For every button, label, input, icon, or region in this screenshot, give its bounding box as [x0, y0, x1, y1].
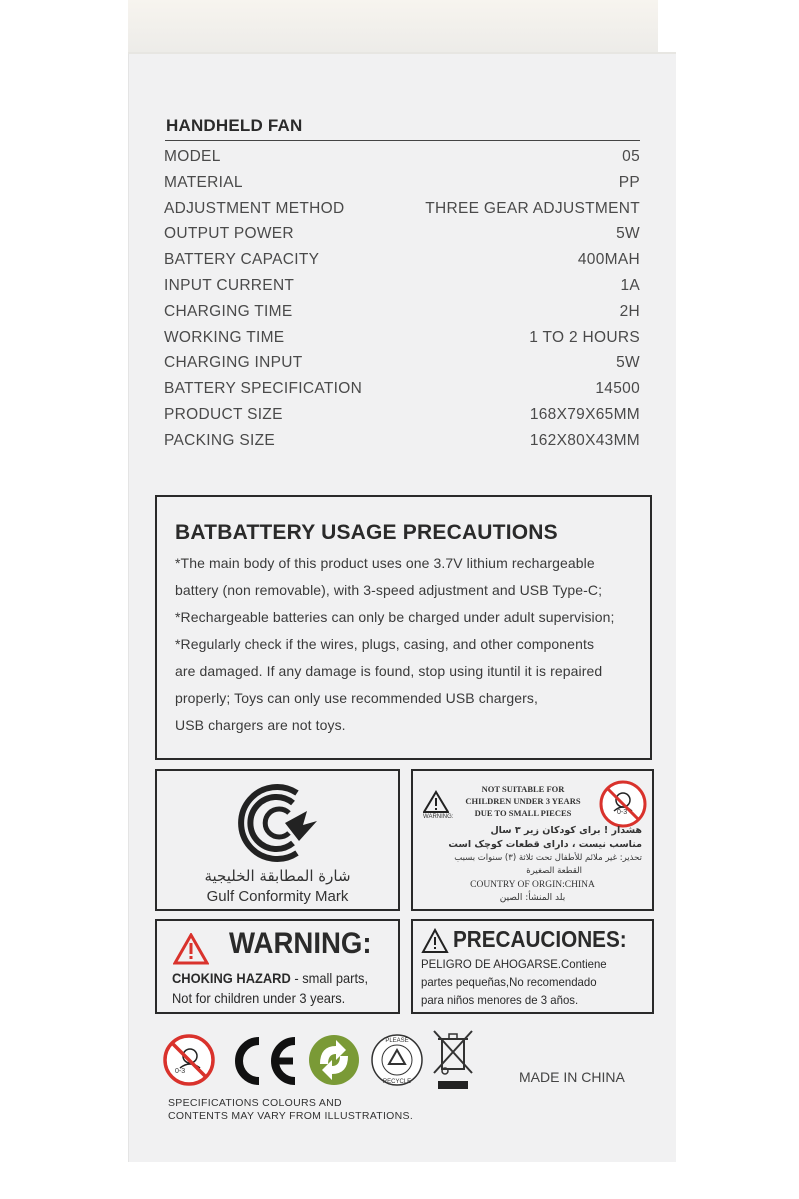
spec-title: HANDHELD FAN	[166, 116, 303, 135]
battery-precautions-panel	[155, 495, 652, 760]
spec-label: ADJUSTMENT METHOD	[164, 199, 345, 217]
weee-bin-icon	[430, 1027, 478, 1093]
precauciones-line-1: PELIGRO DE AHOGARSE.Contiene	[421, 957, 607, 971]
age-badge-text: 0-3	[617, 809, 628, 816]
spec-value: 1A	[620, 277, 640, 294]
warning-triangle-icon	[173, 933, 209, 965]
spec-value: 2H	[619, 302, 640, 320]
svg-text:RECYCLE: RECYCLE	[382, 1079, 412, 1085]
spec-row	[164, 354, 640, 380]
ce-mark-icon	[227, 1033, 299, 1089]
arabic-warning-line-2: القطعة الصغيرة	[526, 866, 582, 876]
spec-label: WORKING TIME	[164, 328, 285, 346]
age-warning-panel	[411, 769, 654, 911]
warning-triangle-icon	[421, 928, 449, 954]
small-parts-text: - small parts,	[290, 970, 369, 986]
precautions-line: properly; Toys can only use recommended USB chargers,	[175, 690, 538, 706]
spec-row	[164, 251, 640, 277]
gcc-conformity-logo-icon	[157, 771, 402, 871]
spec-label: CHARGING TIME	[164, 302, 293, 320]
precautions-title: BATBATTERY USAGE PRECAUTIONS	[175, 521, 558, 544]
spec-row	[164, 174, 640, 200]
spec-value: 400MAH	[577, 251, 640, 269]
spec-row	[164, 200, 640, 226]
age-warning-line-1: NOT SUITABLE FOR	[481, 784, 565, 794]
spec-value: 5W	[616, 225, 640, 243]
please-recycle-icon	[369, 1032, 425, 1088]
precauciones-title: PRECAUCIONES:	[453, 926, 627, 952]
spec-label: OUTPUT POWER	[164, 225, 294, 243]
spec-row	[164, 380, 640, 406]
precauciones-line-2: partes pequeñas,No recomendado	[421, 975, 597, 989]
spec-value: THREE GEAR ADJUSTMENT	[425, 199, 640, 217]
country-of-origin: COUNTRY OF ORGIN:CHINA	[470, 880, 595, 890]
spec-label: PACKING SIZE	[164, 431, 275, 449]
spec-row	[164, 225, 640, 251]
spec-value: 14500	[595, 380, 640, 398]
precautions-line: are damaged. If any damage is found, stop using ituntil it is repaired	[175, 663, 603, 679]
spec-value: PP	[618, 173, 640, 191]
green-dot-icon	[306, 1032, 362, 1088]
spec-value: 05	[622, 148, 640, 165]
spec-label: MATERIAL	[164, 173, 243, 191]
age-limit-line: Not for children under 3 years.	[172, 990, 346, 1006]
spec-label: PRODUCT SIZE	[164, 406, 283, 423]
age-warning-line-2: CHILDREN UNDER 3 YEARS	[465, 796, 581, 806]
spec-row	[164, 148, 640, 174]
spec-value: 5W	[616, 354, 640, 372]
spec-label: BATTERY CAPACITY	[164, 251, 320, 269]
spec-value: 1 TO 2 HOURS	[529, 328, 640, 346]
disclaimer-line-1: SPECIFICATIONS COLOURS AND	[168, 1097, 342, 1109]
spec-row	[164, 432, 640, 458]
precauciones-line-3: para niños menores de 3 años.	[421, 993, 579, 1007]
persian-warning-line-2: مناسب نیست ، دارای قطعات کوچک است	[448, 839, 642, 850]
svg-text:PLEASE: PLEASE	[385, 1038, 409, 1044]
arabic-warning-line-1: تحذير: غير ملائم للأطفال تحت ثلاثة (٣) سنوات بسبب	[454, 853, 642, 863]
spec-label: INPUT CURRENT	[164, 277, 295, 294]
spec-row	[164, 406, 640, 432]
choking-hazard-line	[172, 970, 368, 986]
spec-divider	[165, 140, 640, 141]
warning-title: WARNING:	[229, 927, 372, 960]
spec-label: CHARGING INPUT	[164, 354, 303, 372]
choking-hazard-label: CHOKING HAZARD	[172, 970, 291, 986]
spec-label: BATTERY SPECIFICATION	[164, 380, 363, 398]
persian-warning-line-1: هشدار ! برای کودکان زیر ۳ سال	[490, 825, 642, 836]
gulf-conformity-mark-panel	[155, 769, 400, 911]
spec-row	[164, 329, 640, 355]
spec-row	[164, 303, 640, 329]
precautions-line: USB chargers are not toys.	[175, 717, 346, 733]
age-warning-line-3: DUE TO SMALL PIECES	[474, 808, 572, 818]
gcm-english-label: Gulf Conformity Mark	[206, 888, 349, 905]
precautions-line: battery (non removable), with 3-speed adjustment and USB Type-C;	[175, 582, 603, 598]
spec-row	[164, 277, 640, 303]
warning-caption: WARNING:	[423, 814, 454, 820]
precautions-line: *The main body of this product uses one 3.7V lithium rechargeable	[175, 555, 595, 571]
disclaimer-line-2: CONTENTS MAY VARY FROM ILLUSTRATIONS.	[168, 1110, 414, 1122]
box-top-flap	[128, 0, 658, 56]
gcm-arabic-label: شارة المطابقة الخليجية	[204, 867, 351, 885]
not-for-under-3-icon	[162, 1033, 216, 1087]
spec-value: 168X79X65MM	[529, 406, 640, 423]
made-in-label: MADE IN CHINA	[519, 1069, 625, 1085]
country-of-origin-arabic: بلد المنشأ: الصين	[499, 893, 566, 903]
precautions-line: *Regularly check if the wires, plugs, casing, and other components	[175, 636, 595, 652]
not-for-under-3-icon	[598, 779, 648, 829]
spec-label: MODEL	[164, 148, 221, 165]
footer-age-badge: 0-3	[175, 1068, 186, 1075]
spec-value: 162X80X43MM	[529, 431, 640, 449]
precautions-line: *Rechargeable batteries can only be charged under adult supervision;	[175, 609, 615, 625]
choking-warning-panel	[155, 919, 400, 1014]
precauciones-panel	[411, 919, 654, 1014]
